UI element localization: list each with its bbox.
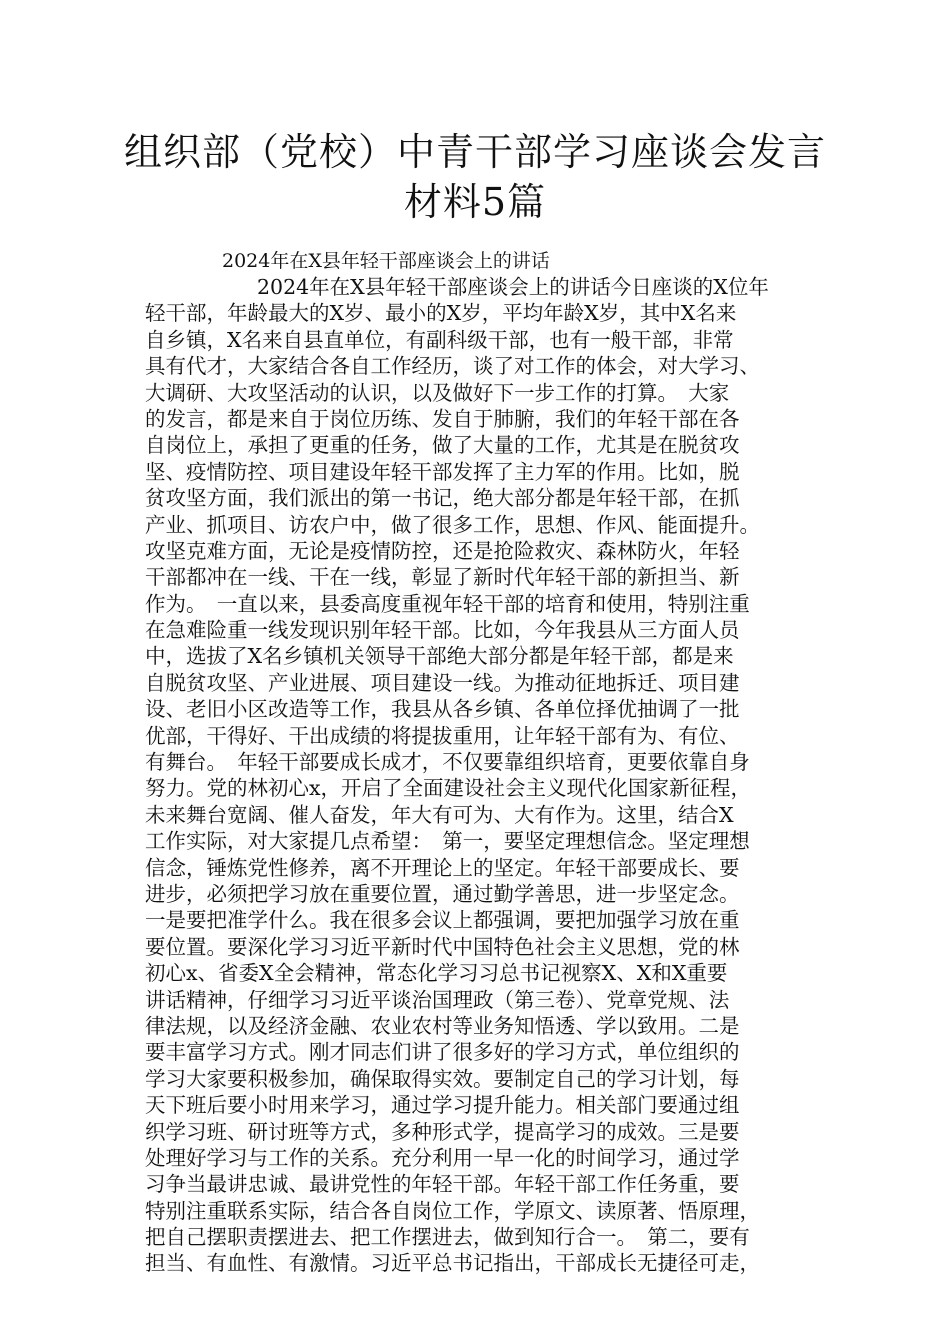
body-text-line: 处理好学习与工作的关系。充分利用一早一化的时间学习，通过学 [145, 1145, 740, 1170]
body-text-line: 要丰富学习方式。刚才同志们讲了很多好的学习方式，单位组织的 [145, 1040, 740, 1065]
body-text-line: 努力。党的林初心x，开启了全面建设社会主义现代化国家新征程， [145, 776, 752, 801]
body-text-line: 进步，必须把学习放在重要位置，通过勤学善思，进一步坚定念。 [145, 881, 740, 906]
body-text-line: 初心x、省委X全会精神，常态化学习习总书记视察X、X和X重要 [145, 961, 728, 986]
body-text-line: 担当、有血性、有激情。习近平总书记指出，干部成长无捷径可走， [145, 1251, 760, 1276]
body-text-line: 特别注重联系实际，结合各自岗位工作，学原文、读原著、悟原理， [145, 1198, 760, 1223]
body-text-line: 贫攻坚方面，我们派出的第一书记，绝大部分都是年轻干部，在抓 [145, 486, 740, 511]
body-text-line: 织学习班、研讨班等方式，多种形式学，提高学习的成效。三是要 [145, 1119, 740, 1144]
body-text-line: 2024年在X县年轻干部座谈会上的讲话今日座谈的X位年 [257, 275, 769, 299]
body-text-line: 讲话精神，仔细学习习近平谈治国理政（第三卷）、党章党规、法 [145, 987, 730, 1012]
body-text-line: 大调研、大攻坚活动的认识，以及做好下一步工作的打算。 大家 [145, 380, 730, 405]
document-body [145, 274, 825, 1277]
body-text-line: 中，选拔了X名乡镇机关领导干部绝大部分都是年轻干部，都是来 [145, 644, 734, 669]
body-text-line: 要位置。要深化学习习近平新时代中国特色社会主义思想，党的林 [145, 934, 740, 959]
body-text-line: 的发言，都是来自于岗位历练、发自于肺腑，我们的年轻干部在各 [145, 406, 740, 431]
body-text-line: 产业、抓项目、访农户中，做了很多工作，思想、作风、能面提升。 [145, 512, 760, 537]
body-text-line: 设、老旧小区改造等工作，我县从各乡镇、各单位择优抽调了一批 [145, 697, 740, 722]
body-text-line: 自乡镇，X名来自县直单位，有副科级干部，也有一般干部，非常 [145, 327, 734, 352]
body-text-line: 把自己摆职责摆进去、把工作摆进去，做到知行合一。 第二，要有 [145, 1225, 750, 1250]
body-text-line: 天下班后要小时用来学习，通过学习提升能力。相关部门要通过组 [145, 1093, 740, 1118]
body-text-line: 律法规，以及经济金融、农业农村等业务知悟透、学以致用。二是 [145, 1013, 740, 1038]
body-text-line: 一是要把准学什么。我在很多会议上都强调，要把加强学习放在重 [145, 908, 740, 933]
body-text-line: 自岗位上，承担了更重的任务，做了大量的工作，尤其是在脱贫攻 [145, 433, 740, 458]
body-text-line: 习争当最讲忠诚、最讲党性的年轻干部。年轻干部工作任务重，要 [145, 1172, 740, 1197]
body-text-line: 轻干部，年龄最大的X岁、最小的X岁，平均年龄X岁，其中X名来 [145, 301, 737, 326]
body-text-line: 未来舞台宽阔、催人奋发，年大有可为、大有作为。这里，结合X [145, 802, 734, 827]
body-text-line: 信念，锤炼党性修养，离不开理论上的坚定。年轻干部要成长、要 [145, 855, 740, 880]
body-text-line: 干部都冲在一线、干在一线，彰显了新时代年轻干部的新担当、新 [145, 565, 740, 590]
body-text-line: 自脱贫攻坚、产业进展、项目建设一线。为推动征地拆迁、项目建 [145, 670, 740, 695]
body-text-line: 作为。 一直以来，县委高度重视年轻干部的培育和使用，特别注重 [145, 591, 750, 616]
body-text-line: 坚、疫情防控、项目建设年轻干部发挥了主力军的作用。比如，脱 [145, 459, 740, 484]
speech-subtitle: 2024年在X县年轻干部座谈会上的讲话 [222, 250, 550, 272]
body-text-line: 在急难险重一线发现识别年轻干部。比如，今年我县从三方面人员 [145, 618, 740, 643]
body-text-line: 具有代才，大家结合各自工作经历，谈了对工作的体会，对大学习、 [145, 354, 760, 379]
document-title-line-1: 组织部（党校）中青干部学习座谈会发言 [123, 130, 826, 174]
document-title-line-2: 材料5篇 [403, 180, 547, 224]
body-text-line: 学习大家要积极参加，确保取得实效。要制定自己的学习计划，每 [145, 1066, 740, 1091]
body-text-line: 优部，干得好、干出成绩的将提拔重用，让年轻干部有为、有位、 [145, 723, 740, 748]
body-text-line: 有舞台。 年轻干部要成长成才，不仅要靠组织培育，更要依靠自身 [145, 750, 750, 775]
body-text-line: 攻坚克难方面，无论是疫情防控，还是抢险救灾、森林防火，年轻 [145, 538, 740, 563]
body-text-line: 工作实际，对大家提几点希望： 第一，要坚定理想信念。坚定理想 [145, 829, 750, 854]
